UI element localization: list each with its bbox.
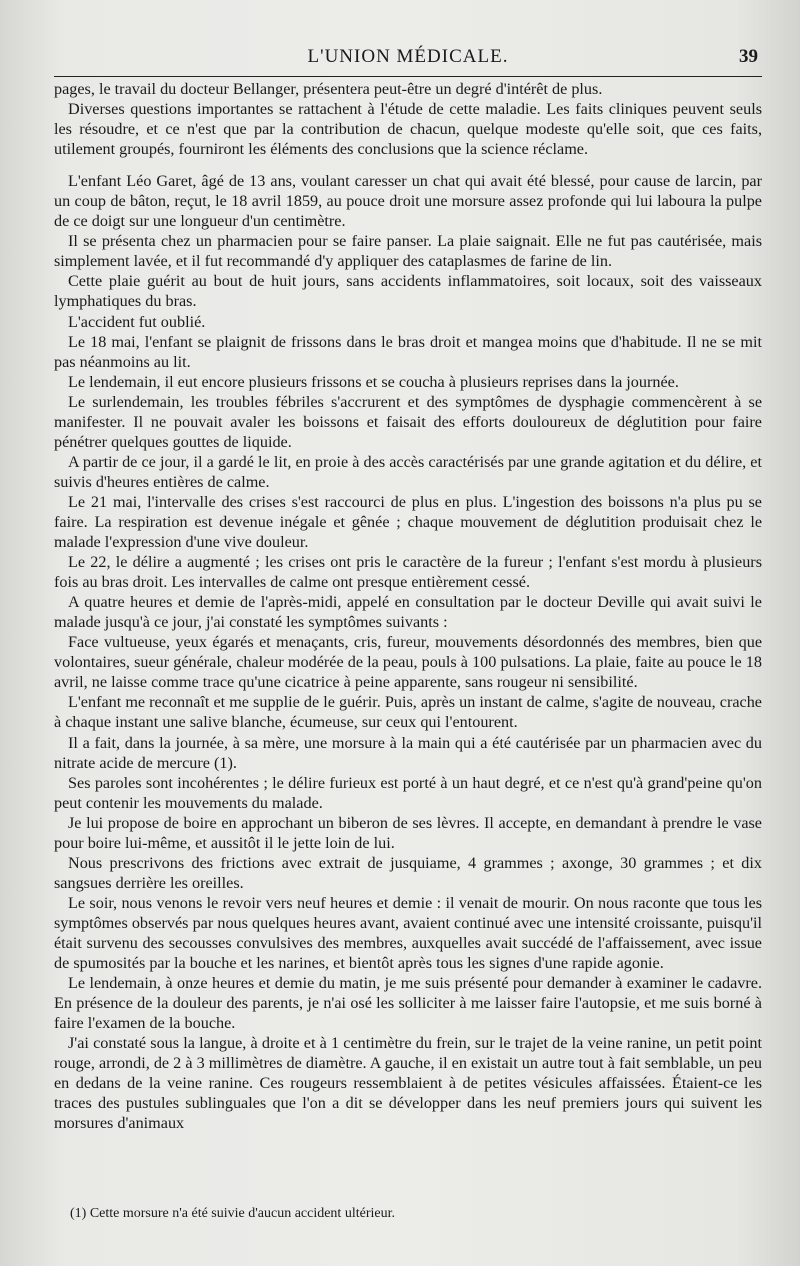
paragraph: Face vultueuse, yeux égarés et menaçants, cris, fureur, mouvements désordonnés des membres, bien que volontaires, sueur générale, chaleur modérée de la peau, pouls à 100 pulsations. La plaie, faite au pouce le 18 avril, ne laisse comme trace qu'une cicatrice à peine apparente, sans rougeur ni sensibilité. — [54, 633, 762, 692]
footnote: (1) Cette morsure n'a été suivie d'aucun accident ultérieur. — [70, 1206, 395, 1221]
running-title: L'UNION MÉDICALE. — [307, 46, 509, 67]
page-header — [54, 36, 762, 76]
paragraph: A quatre heures et demie de l'après-midi, appelé en consultation par le docteur Deville qui avait suivi le malade jusqu'à ce jour, j'ai constaté les symptômes suivants : — [54, 593, 762, 632]
paragraph: J'ai constaté sous la langue, à droite et à 1 centimètre du frein, sur le trajet de la veine ranine, un petit point rouge, arrondi, de 2 à 3 millimètres de diamètre. A gauche, il en existait un autre tout à fait semblable, un peu en dedans de la veine ranine. Ces rougeurs ressemblaient à de petites vésicules affaissées. Étaient-ce les traces des pustules sublinguales que l'on a dit se développer dans les neuf premiers jours qui suivent les morsures d'animaux — [54, 1034, 762, 1133]
paragraph: Ses paroles sont incohérentes ; le délire furieux est porté à un haut degré, et ce n'est qu'à grand'peine qu'on peut contenir les mouvements du malade. — [54, 773, 762, 812]
paragraph: A partir de ce jour, il a gardé le lit, en proie à des accès caractérisés par une grande agitation et du délire, et suivis d'heures entières de calme. — [54, 452, 762, 491]
paragraph: Le 18 mai, l'enfant se plaignit de frissons dans le bras droit et mangea moins que d'habitude. Il ne se mit pas néanmoins au lit. — [54, 332, 762, 371]
paragraph: Le soir, nous venons le revoir vers neuf heures et demie : il venait de mourir. On nous raconte que tous les symptômes observés par nous quelques heures avant, avaient continué avec une intensité croissante, puisqu'il était survenu des secousses convulsives des membres, auxquelles avait succédé de l'affaissement, avec issue de spumosités par la bouche et les narines, et bientôt après tous les signes d'une rapide agonie. — [54, 893, 762, 973]
paragraph: Cette plaie guérit au bout de huit jours, sans accidents inflammatoires, soit locaux, soit des vaisseaux lymphatiques du bras. — [54, 272, 762, 311]
paragraph: Diverses questions importantes se rattachent à l'étude de cette maladie. Les faits cliniques peuvent seuls les résoudre, et ce n'est que par la contribution de chacun, quelque modeste qu'elle soit, que ces faits, utilement groupés, fourniront les éléments des conclusions que la science réclame. — [54, 100, 762, 159]
paragraph: Le lendemain, il eut encore plusieurs frissons et se coucha à plusieurs reprises dans la journée. — [68, 372, 679, 391]
paragraph: Le surlendemain, les troubles fébriles s'accrurent et des symptômes de dysphagie commencèrent à se manifester. Il ne pouvait avaler les boissons et faisait des efforts douloureux de déglutition pour faire pénétrer quelques gouttes de liquide. — [54, 392, 762, 451]
paragraph: pages, le travail du docteur Bellanger, présentera peut-être un degré d'intérêt de plus. — [54, 80, 603, 98]
paragraph: Le lendemain, à onze heures et demie du matin, je me suis présenté pour demander à examiner le cadavre. En présence de la douleur des parents, je n'ai osé les solliciter à me laisser faire l'autopsie, et me suis borné à faire l'examen de la bouche. — [54, 974, 762, 1033]
header-rule — [54, 76, 762, 77]
paragraph: Le 22, le délire a augmenté ; les crises ont pris le caractère de la fureur ; l'enfant s'est mordu à plusieurs fois au bras droit. Les intervalles de calme ont presque entièrement cessé. — [54, 553, 762, 592]
paragraph: L'enfant me reconnaît et me supplie de le guérir. Puis, après un instant de calme, s'agite de nouveau, crache à chaque instant une salive blanche, écumeuse, sur ceux qui l'entourent. — [54, 693, 762, 732]
paragraph: Le 21 mai, l'intervalle des crises s'est raccourci de plus en plus. L'ingestion des boissons n'a plus pu se faire. La respiration est devenue inégale et gênée ; chaque mouvement de déglutition produisait chez le malade l'expression d'une vive douleur. — [54, 492, 762, 552]
paragraph: Il a fait, dans la journée, à sa mère, une morsure à la main qui a été cautérisée par un pharmacien avec du nitrate acide de mercure (1). — [54, 733, 762, 772]
paragraph: Nous prescrivons des frictions avec extrait de jusquiame, 4 grammes ; axonge, 30 grammes ; et dix sangsues derrière les oreilles. — [54, 853, 762, 892]
paragraph: L'enfant Léo Garet, âgé de 13 ans, voulant caresser un chat qui avait été blessé, pour cause de larcin, par un coup de bâton, reçut, le 18 avril 1859, au pouce droit une morsure assez profonde qui lui laboura la pulpe de ce doigt sur une longueur d'un centimètre. — [54, 172, 762, 231]
body-text — [54, 79, 762, 1133]
paragraph: Il se présenta chez un pharmacien pour se faire panser. La plaie saignait. Elle ne fut pas cautérisée, mais simplement lavée, et il fut recommandé d'y appliquer des cataplasmes de farine de lin. — [54, 232, 762, 271]
paragraph: L'accident fut oublié. — [68, 312, 206, 331]
page-number: 39 — [739, 46, 758, 67]
paragraph: Je lui propose de boire en approchant un biberon de ses lèvres. Il accepte, en demandant à prendre le vase pour boire lui-même, et aussitôt il le jette loin de lui. — [54, 813, 762, 852]
